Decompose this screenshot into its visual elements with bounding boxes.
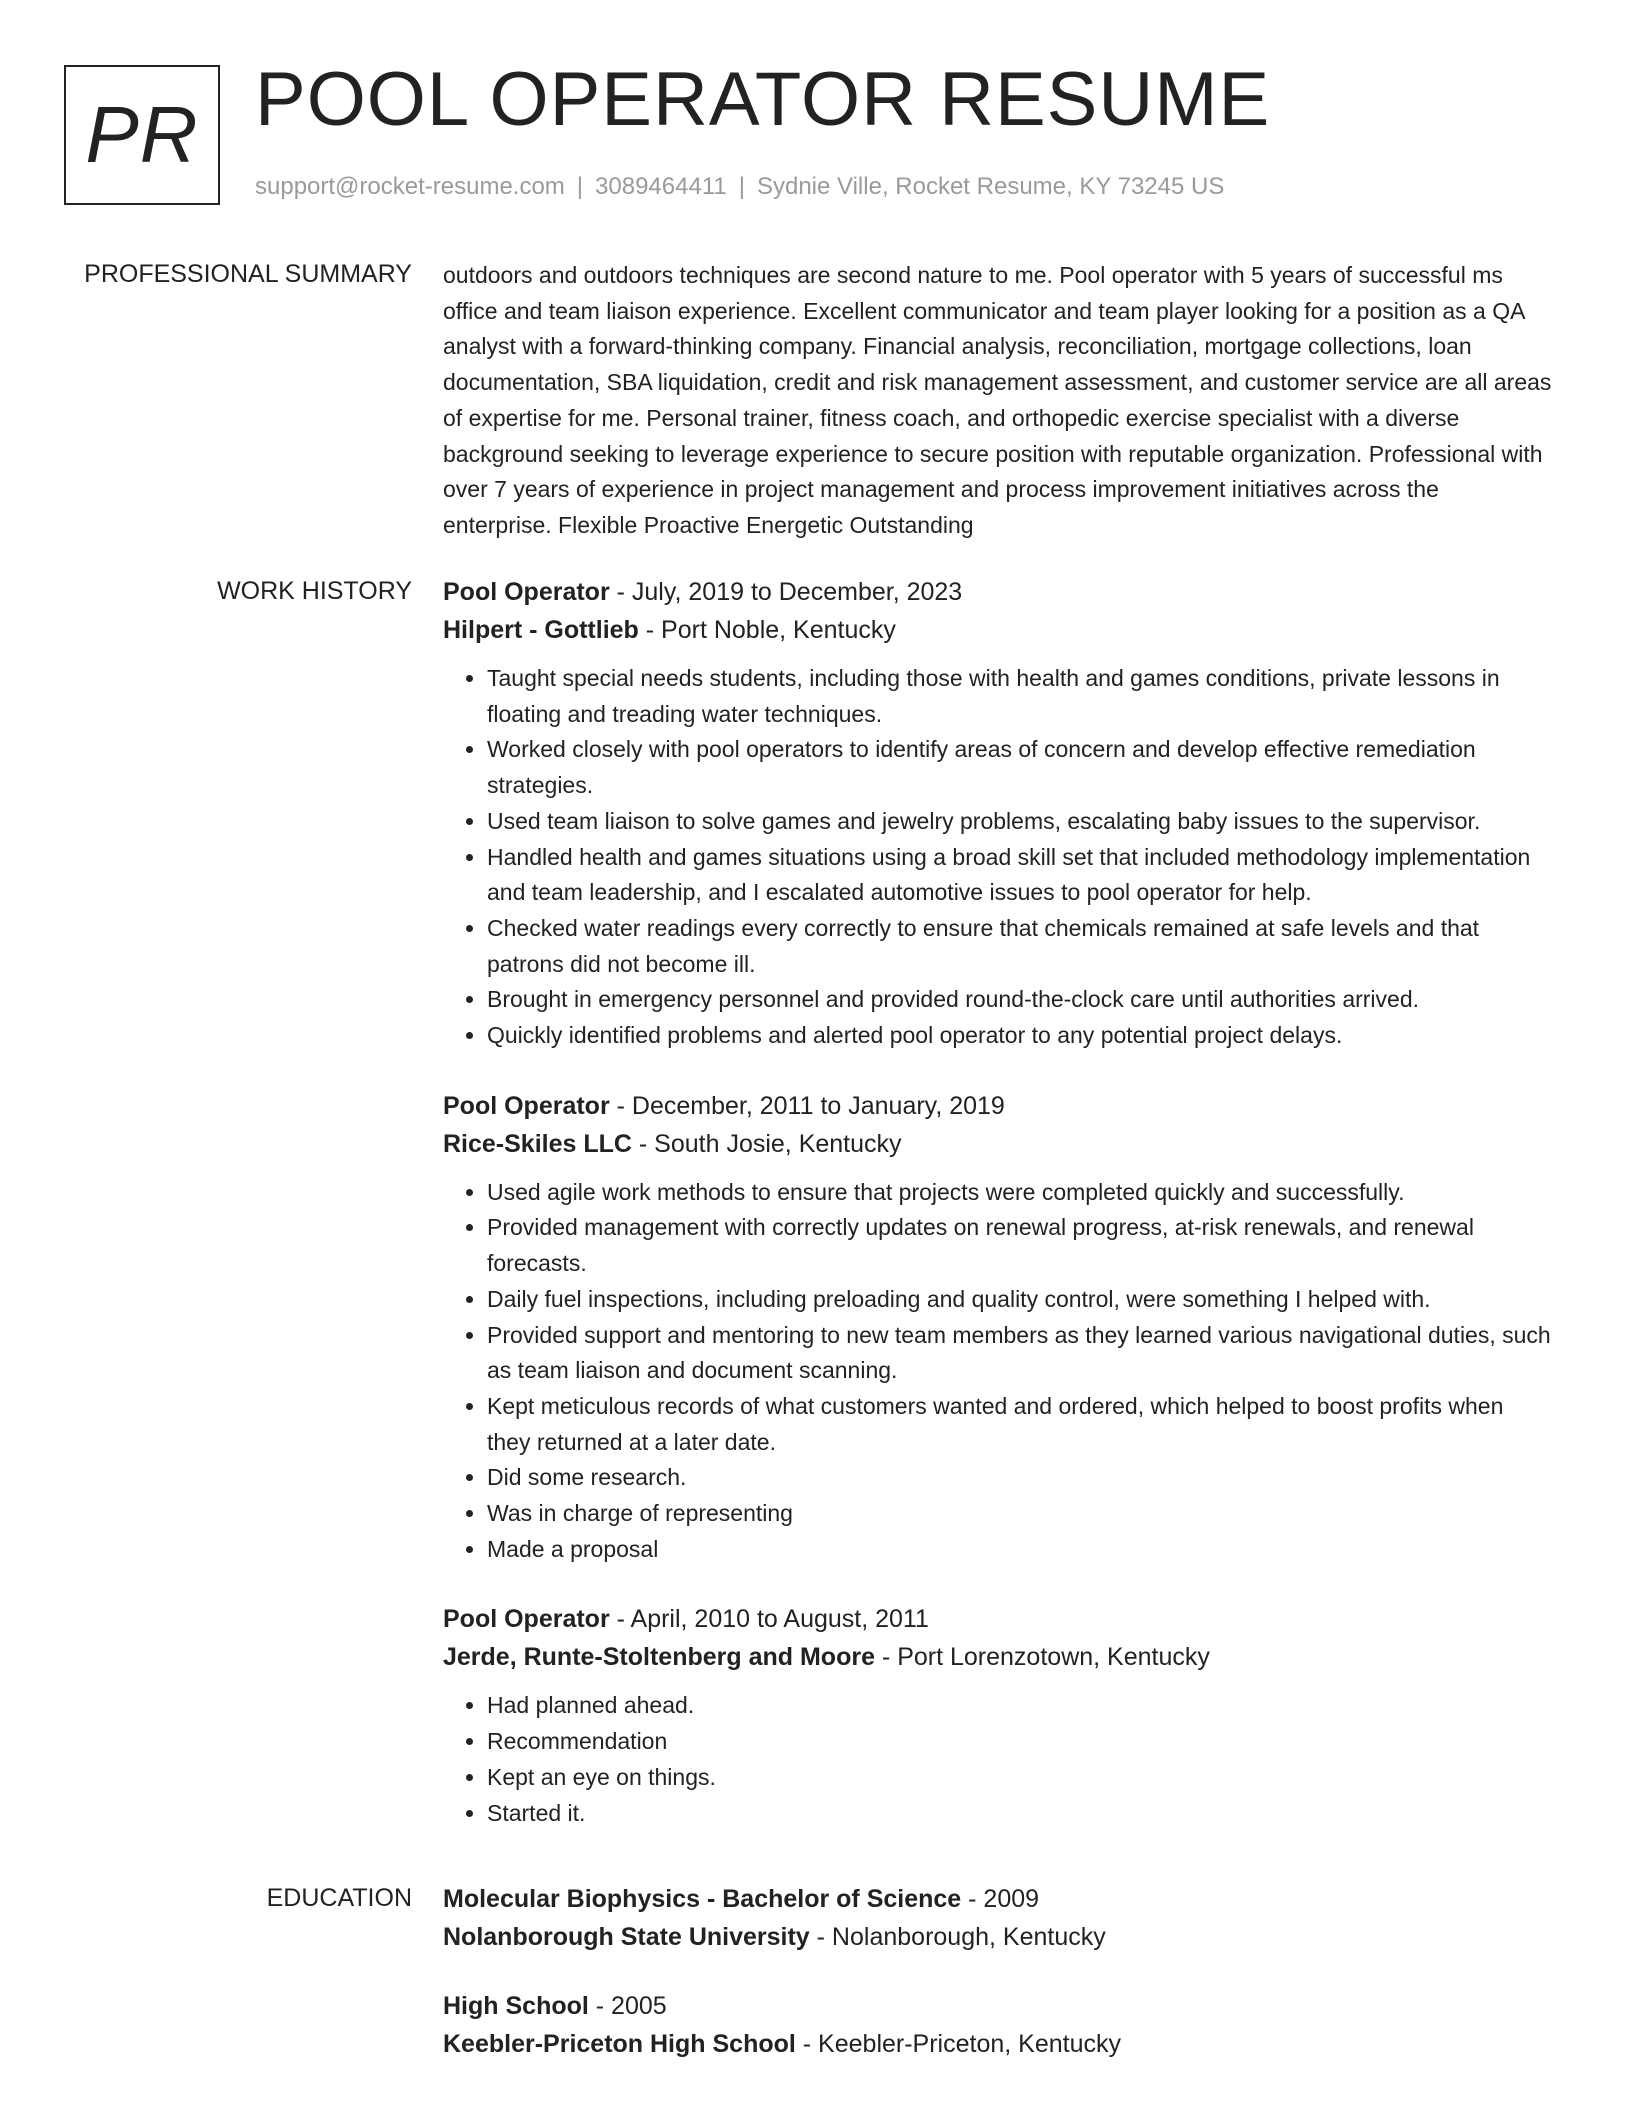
job-dates: - April, 2010 to August, 2011 [609,1605,929,1634]
monogram-initials: PR [85,90,199,179]
education-body [443,1880,1553,2063]
summary-label: PROFESSIONAL SUMMARY [84,260,412,288]
education-location: - Nolanborough, Kentucky [809,1923,1106,1951]
job-company: Rice-Skiles LLC [443,1129,632,1158]
job-bullet: • Had planned ahead. [487,1688,1553,1724]
contact-email: support@rocket-resume.com [255,173,565,200]
education-year: - 2009 [961,1885,1040,1913]
job-bullet: • Provided support and mentoring to new team members as they learned various navigational duties, such as team liaison and document scanning. [487,1318,1553,1389]
job-bullets [443,1688,1553,1831]
job-entry [443,1600,1553,1831]
education-entry [443,1987,1553,2063]
job-title: Pool Operator [443,1605,610,1634]
contact-separator: | [576,173,584,200]
job-bullets [443,1175,1553,1568]
job-entry [443,1087,1553,1568]
education-degree: High School [443,1992,589,2020]
job-location: - Port Lorenzotown, Kentucky [874,1643,1210,1672]
job-bullet: • Daily fuel inspections, including preloading and quality control, were something I helped with. [487,1282,1553,1318]
job-dates: - December, 2011 to January, 2019 [609,1091,1005,1120]
job-bullet: • Recommendation [487,1724,1553,1760]
job-title: Pool Operator [443,578,610,606]
job-bullet: • Used agile work methods to ensure that projects were completed quickly and successfully. [487,1175,1553,1211]
job-title-line [443,1087,1553,1125]
work-body [443,573,1553,1831]
education-school: Keebler-Priceton High School [443,2030,796,2058]
education-school-line [443,1918,1553,1956]
job-bullet: • Worked closely with pool operators to identify areas of concern and develop effective remediation strategies. [487,732,1553,803]
job-bullet: • Provided management with correctly updates on renewal progress, at-risk renewals, and renewal forecasts. [487,1210,1553,1281]
job-bullet: • Quickly identified problems and alerted pool operator to any potential project delays. [487,1018,1553,1054]
work-label: WORK HISTORY [217,577,412,605]
job-company-line [443,611,1553,649]
education-school-line [443,2025,1553,2063]
job-bullet: • Started it. [487,1796,1553,1832]
education-location: - Keebler-Priceton, Kentucky [795,2030,1121,2058]
job-title-line [443,1600,1553,1638]
job-company: Jerde, Runte-Stoltenberg and Moore [443,1643,875,1672]
job-bullet: • Did some research. [487,1460,1553,1496]
contact-line [255,173,1224,201]
monogram-logo [64,65,220,205]
job-bullet: • Checked water readings every correctly to ensure that chemicals remained at safe levels and that patrons did not become ill. [487,911,1553,982]
education-label: EDUCATION [266,1884,412,1912]
job-company-line [443,1638,1553,1676]
resume-title: POOL OPERATOR RESUME [255,57,1271,142]
contact-phone: 3089464411 [595,173,727,200]
education-school: Nolanborough State University [443,1923,810,1951]
contact-address: Sydnie Ville, Rocket Resume, KY 73245 US [756,173,1225,200]
job-title: Pool Operator [443,1091,610,1120]
education-entry [443,1880,1553,1956]
contact-separator: | [738,173,745,200]
job-title-line [443,573,1553,611]
job-bullet: • Handled health and games situations using a broad skill set that included methodology implementation and team leadership, and I escalated automotive issues to pool operator for help. [487,840,1553,911]
job-bullet: • Made a proposal [487,1532,1553,1568]
job-location: - Port Noble, Kentucky [638,616,896,644]
job-bullet: • Brought in emergency personnel and provided round-the-clock care until authorities arrived. [487,982,1553,1018]
job-location: - South Josie, Kentucky [631,1129,902,1158]
education-degree: Molecular Biophysics - Bachelor of Science [443,1885,962,1913]
summary-text: outdoors and outdoors techniques are second nature to me. Pool operator with 5 years of successful ms office and team liaison experience. Excellent communicator and team player looking for a position as a QA analyst with a forward-thinking company. Financial analysis, reconciliation, mortgage collections, loan documentation, SBA liquidation, credit and risk management assessment, and customer service are all areas of expertise for me. Personal trainer, fitness coach, and orthopedic exercise specialist with a diverse background seeking to leverage experience to secure position with reputable organization. Professional with over 7 years of experience in project management and process improvement initiatives across the enterprise. Flexible Proactive Energetic Outstanding [443,262,1552,538]
job-company-line [443,1125,1553,1163]
summary-body [443,258,1553,544]
job-bullets [443,661,1553,1054]
job-company: Hilpert - Gottlieb [443,616,639,644]
job-entry [443,573,1553,1054]
job-dates: - July, 2019 to December, 2023 [609,578,963,606]
education-degree-line [443,1987,1553,2025]
job-bullet: • Taught special needs students, including those with health and games conditions, private lessons in floating and treading water techniques. [487,661,1553,732]
job-bullet: • Kept an eye on things. [487,1760,1553,1796]
education-degree-line [443,1880,1553,1918]
education-year: - 2005 [588,1992,667,2020]
job-bullet: • Was in charge of representing [487,1496,1553,1532]
job-bullet: • Kept meticulous records of what customers wanted and ordered, which helped to boost profits when they returned at a later date. [487,1389,1553,1460]
job-bullet: • Used team liaison to solve games and jewelry problems, escalating baby issues to the supervisor. [487,804,1553,840]
